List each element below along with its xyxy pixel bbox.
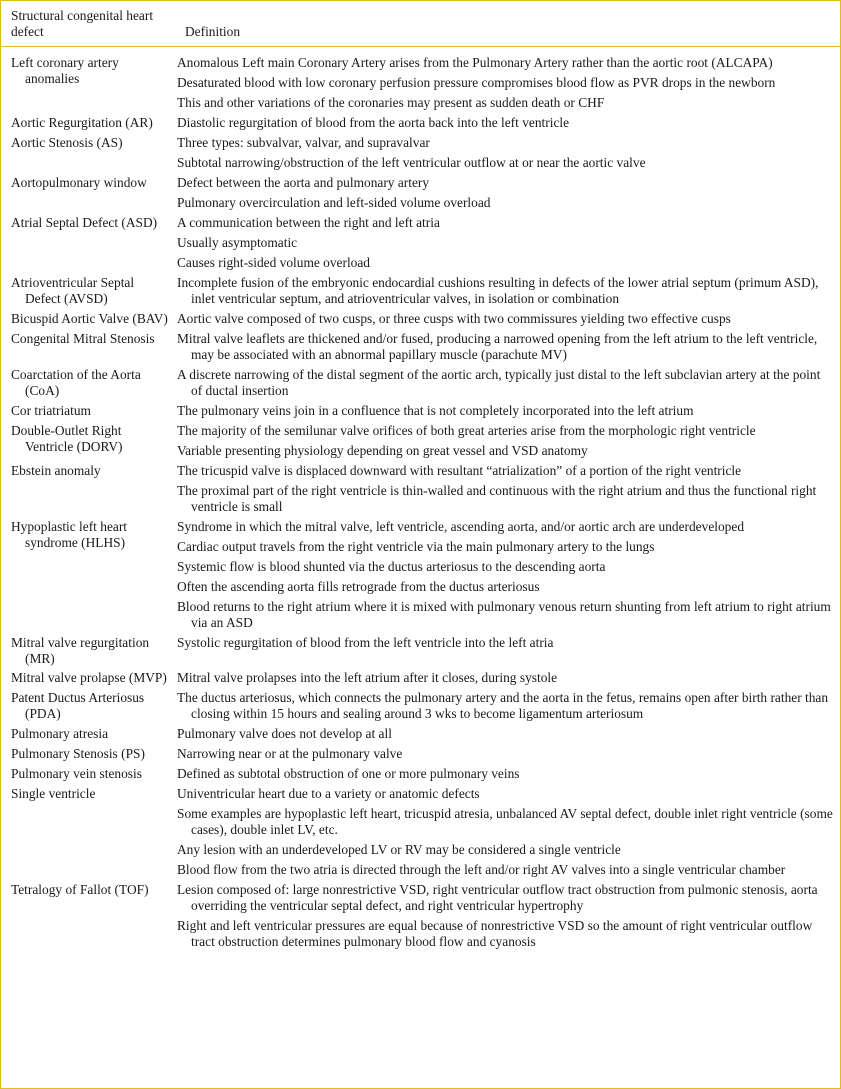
defect-name-cell (1, 879, 177, 951)
defect-name-cell (1, 212, 177, 272)
defect-name-cell (1, 783, 177, 879)
definition-cell (177, 783, 840, 879)
defect-name-cell (1, 328, 177, 364)
table-row (1, 687, 840, 723)
defect-name: Hypoplastic left heart syndrome (HLHS) (11, 519, 128, 550)
definition-line: Defect between the aorta and pulmonary artery (177, 175, 430, 190)
column-header-defect-label: Structural congenital heart defect (11, 8, 154, 39)
definition-cell (177, 743, 840, 763)
definition-line: Systemic flow is blood shunted via the ductus arteriosus to the descending aorta (177, 559, 606, 574)
defect-name-cell (1, 308, 177, 328)
definition-line: The ductus arteriosus, which connects the pulmonary artery and the aorta in the fetus, remains open after birth rather than closing within 15 hours and sealing around 3 wks to become ligamentum arteriosum (177, 690, 829, 721)
definition-line: Causes right-sided volume overload (177, 255, 371, 270)
defect-name: Atrial Septal Defect (ASD) (11, 215, 158, 230)
table-row (1, 667, 840, 687)
defect-name: Pulmonary Stenosis (PS) (11, 746, 145, 761)
table-row (1, 516, 840, 632)
definition-cell (177, 460, 840, 516)
definition-line: Systolic regurgitation of blood from the left ventricle into the left atria (177, 635, 554, 650)
defect-name-cell (1, 132, 177, 172)
definition-cell (177, 687, 840, 723)
defect-name: Coarctation of the Aorta (CoA) (11, 367, 141, 398)
defect-name-cell (1, 172, 177, 212)
definition-line: Mitral valve leaflets are thickened and/or fused, producing a narrowed opening from the left atrium to the left ventricle, may be associated with an abnormal papillary muscle (parachute MV) (177, 331, 818, 362)
definition-line: The tricuspid valve is displaced downward with resultant “atrialization” of a portion of the right ventricle (177, 463, 742, 478)
definition-cell (177, 516, 840, 632)
defect-name: Pulmonary atresia (11, 726, 109, 741)
defect-name: Bicuspid Aortic Valve (BAV) (11, 311, 168, 326)
table-row (1, 400, 840, 420)
definition-line: Desaturated blood with low coronary perfusion pressure compromises blood flow as PVR drops in the newborn (177, 75, 776, 90)
definition-line: The proximal part of the right ventricle is thin-walled and continuous with the right atrium and thus the functional right ventricle is small (177, 483, 817, 514)
definition-cell (177, 667, 840, 687)
header-row (1, 1, 840, 47)
table-row (1, 763, 840, 783)
defect-name-cell (1, 112, 177, 132)
definition-line: Any lesion with an underdeveloped LV or RV may be considered a single ventricle (177, 842, 621, 857)
definition-line: Defined as subtotal obstruction of one or more pulmonary veins (177, 766, 520, 781)
definition-cell (177, 308, 840, 328)
definition-line: Incomplete fusion of the embryonic endocardial cushions resulting in defects of the lower atrial septum (primum ASD), inlet ventricular septum, and atrioventricular valves, in isolation or combination (177, 275, 819, 306)
table-body (1, 47, 840, 952)
definition-line: Pulmonary overcirculation and left-sided volume overload (177, 195, 491, 210)
table-row (1, 723, 840, 743)
defect-name-cell (1, 400, 177, 420)
defect-name: Atrioventricular Septal Defect (AVSD) (11, 275, 135, 306)
definition-line: Syndrome in which the mitral valve, left ventricle, ascending aorta, and/or aortic arch are underdeveloped (177, 519, 745, 534)
definition-cell (177, 420, 840, 460)
definition-cell (177, 132, 840, 172)
table-header (1, 1, 840, 47)
table-row (1, 47, 840, 113)
defect-name-cell (1, 667, 177, 687)
definition-line: Usually asymptomatic (177, 235, 298, 250)
defect-name: Single ventricle (11, 786, 96, 801)
table-row (1, 272, 840, 308)
definition-line: Aortic valve composed of two cusps, or three cusps with two commissures yielding two effective cusps (177, 311, 731, 326)
definition-line: A discrete narrowing of the distal segment of the aortic arch, typically just distal to the left subclavian artery at the point of ductal insertion (177, 367, 821, 398)
column-header-definition: Definition (177, 1, 840, 47)
defect-name-cell (1, 460, 177, 516)
defect-name: Aortic Stenosis (AS) (11, 135, 123, 150)
definition-cell (177, 212, 840, 272)
table-row (1, 328, 840, 364)
definition-cell (177, 723, 840, 743)
defect-name-cell (1, 516, 177, 632)
defect-name: Aortic Regurgitation (AR) (11, 115, 153, 130)
defect-name: Left coronary artery anomalies (11, 55, 119, 86)
defect-name-cell (1, 272, 177, 308)
definition-line: A communication between the right and left atria (177, 215, 440, 230)
defect-name-cell (1, 632, 177, 667)
defect-name: Pulmonary vein stenosis (11, 766, 142, 781)
defect-name-cell (1, 47, 177, 113)
defect-name: Cor triatriatum (11, 403, 91, 418)
definition-line: Cardiac output travels from the right ventricle via the main pulmonary artery to the lungs (177, 539, 655, 554)
defect-name-cell (1, 687, 177, 723)
defect-name-cell (1, 723, 177, 743)
column-header-defect (1, 1, 177, 47)
definition-line: Some examples are hypoplastic left heart, tricuspid atresia, unbalanced AV septal defect, double inlet right ventricle (some cases), double inlet LV, etc. (177, 806, 833, 837)
definition-line: Blood flow from the two atria is directed through the left and/or right AV valves into a single ventricular chamber (177, 862, 786, 877)
table-row (1, 112, 840, 132)
table-row (1, 632, 840, 667)
definition-line: Blood returns to the right atrium where it is mixed with pulmonary venous return shunting from left atrium to right atrium via an ASD (177, 599, 831, 630)
definition-cell (177, 632, 840, 667)
defect-name: Aortopulmonary window (11, 175, 147, 190)
definition-line: The pulmonary veins join in a confluence that is not completely incorporated into the left atrium (177, 403, 694, 418)
definition-line: Lesion composed of: large nonrestrictive VSD, right ventricular outflow tract obstruction from pulmonic stenosis, aorta overriding the ventricular septal defect, and right ventricular hypertrophy (177, 882, 818, 913)
definition-line: Variable presenting physiology depending on great vessel and VSD anatomy (177, 443, 588, 458)
defect-name-cell (1, 420, 177, 460)
definition-line: The majority of the semilunar valve orifices of both great arteries arise from the morphologic right ventricle (177, 423, 756, 438)
definition-cell (177, 763, 840, 783)
definition-line: Three types: subvalvar, valvar, and supravalvar (177, 135, 430, 150)
definition-cell (177, 272, 840, 308)
definition-cell (177, 112, 840, 132)
definition-line: Narrowing near or at the pulmonary valve (177, 746, 403, 761)
definition-line: Anomalous Left main Coronary Artery arises from the Pulmonary Artery rather than the aortic root (ALCAPA) (177, 55, 773, 70)
definition-cell (177, 47, 840, 113)
definition-line: Pulmonary valve does not develop at all (177, 726, 392, 741)
definition-cell (177, 364, 840, 400)
definition-cell (177, 400, 840, 420)
table-row (1, 743, 840, 763)
definition-line: Often the ascending aorta fills retrograde from the ductus arteriosus (177, 579, 540, 594)
table-row (1, 460, 840, 516)
table-row (1, 783, 840, 879)
definition-line: Univentricular heart due to a variety or anatomic defects (177, 786, 480, 801)
defect-name: Tetralogy of Fallot (TOF) (11, 882, 149, 897)
table-row (1, 420, 840, 460)
definition-cell (177, 172, 840, 212)
defect-name-cell (1, 763, 177, 783)
heart-defects-table (1, 1, 840, 951)
definition-cell (177, 879, 840, 951)
defect-name: Ebstein anomaly (11, 463, 101, 478)
definition-line: Subtotal narrowing/obstruction of the left ventricular outflow at or near the aortic valve (177, 155, 646, 170)
definition-line: Diastolic regurgitation of blood from the aorta back into the left ventricle (177, 115, 570, 130)
definition-line: Mitral valve prolapses into the left atrium after it closes, during systole (177, 670, 558, 685)
table-row (1, 308, 840, 328)
definition-line: This and other variations of the coronaries may present as sudden death or CHF (177, 95, 605, 110)
definition-cell (177, 328, 840, 364)
defect-name: Congenital Mitral Stenosis (11, 331, 155, 346)
defect-name: Mitral valve prolapse (MVP) (11, 670, 167, 685)
table-row (1, 172, 840, 212)
table-row (1, 212, 840, 272)
definition-line: Right and left ventricular pressures are equal because of nonrestrictive VSD so the amount of right ventricular outflow tract obstruction determines pulmonary blood flow and cyanosis (177, 918, 813, 949)
table-row (1, 879, 840, 951)
table-row (1, 364, 840, 400)
defect-name: Double-Outlet Right Ventricle (DORV) (11, 423, 123, 454)
defect-name: Mitral valve regurgitation (MR) (11, 635, 150, 666)
defect-name-cell (1, 743, 177, 763)
defect-name-cell (1, 364, 177, 400)
defect-name: Patent Ductus Arteriosus (PDA) (11, 690, 145, 721)
table-row (1, 132, 840, 172)
